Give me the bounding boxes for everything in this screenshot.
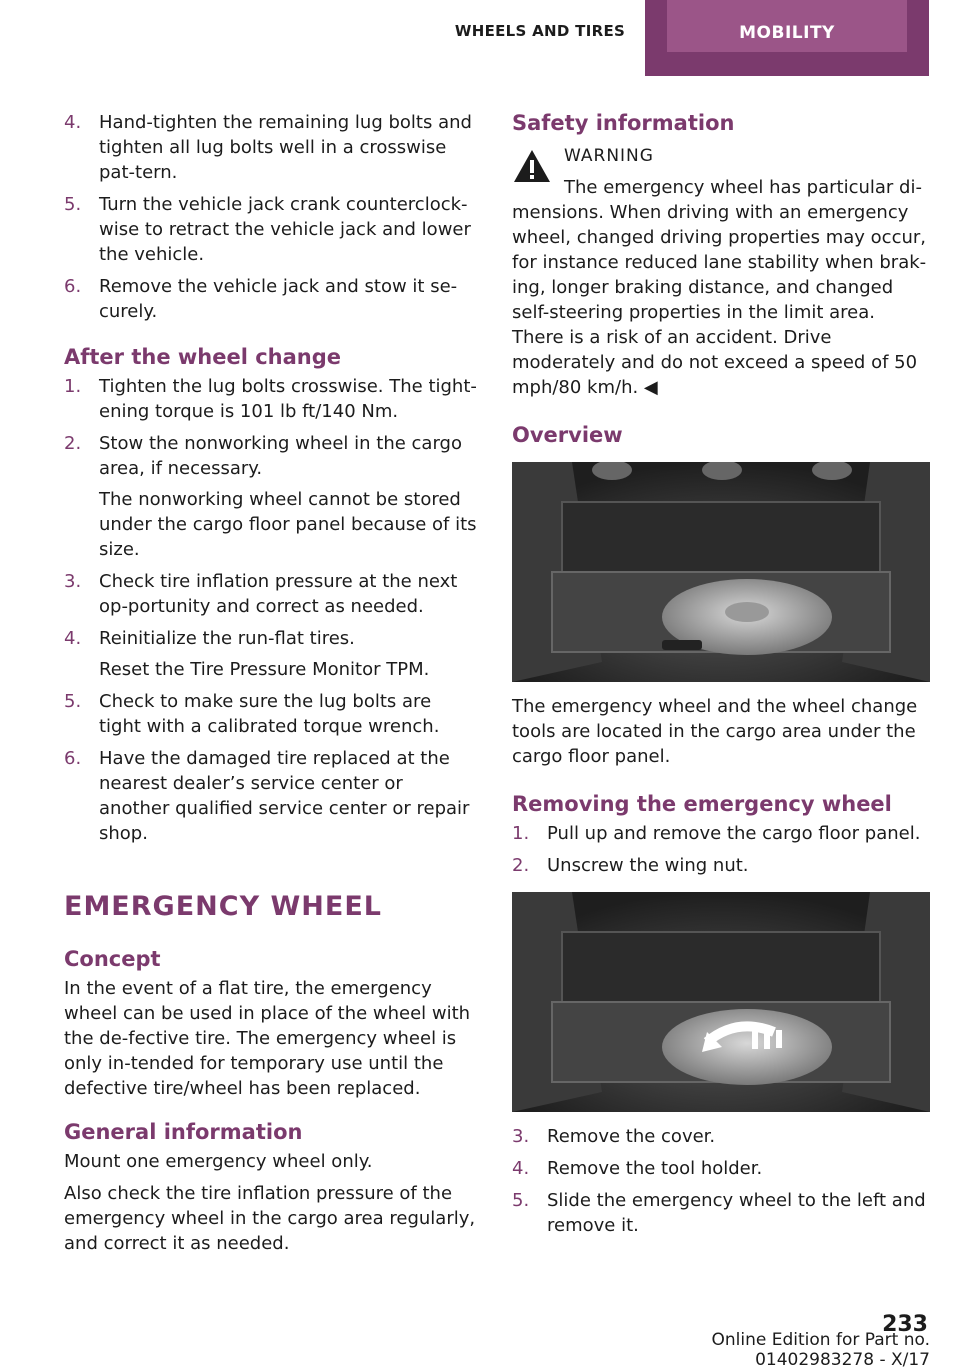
step-text: Remove the tool holder. [547, 1158, 763, 1179]
warning-text: The emergency wheel has particular di‐mensions. When driving with an emergency wheel, changed driving properties may occur, for instance reduced lane stability when brak‐ing, longer braking distance, and changed self-steering properties in the limit area. There is a risk of an accident. Drive moderately and do not exceed a speed of 50 mph/80 km/h. ◀ [512, 177, 927, 398]
list-item [512, 853, 930, 878]
step-text: Stow the nonworking wheel in the cargo area, if necessary. [99, 433, 462, 479]
list-item [64, 110, 478, 185]
cargo-area-illustration [512, 462, 930, 682]
step-text: Have the damaged tire replaced at the nearest dealer’s service center or another qualified service center or repair shop. [99, 748, 470, 844]
remove-steps-list-a [512, 821, 930, 878]
step-text: Remove the vehicle jack and stow it se‐curely. [99, 276, 458, 322]
step-text: Pull up and remove the cargo floor panel. [547, 823, 921, 844]
step-number: 2. [512, 855, 530, 876]
list-item [512, 821, 930, 846]
step-number: 3. [64, 571, 82, 592]
wing-nut-image [512, 892, 930, 1112]
step-text: Reinitialize the run-flat tires. [99, 628, 355, 649]
step-number: 5. [64, 691, 82, 712]
safety-information-heading: Safety information [512, 111, 735, 135]
step-number: 4. [64, 628, 82, 649]
right-column [512, 110, 930, 1245]
step-number: 6. [64, 748, 82, 769]
step-text: Remove the cover. [547, 1126, 716, 1147]
step-note: The nonworking wheel cannot be stored under the cargo floor panel because of its size. [99, 489, 477, 560]
list-item [512, 1156, 930, 1181]
warning-triangle-icon [512, 148, 552, 184]
step-number: 4. [512, 1158, 530, 1179]
step-text: Slide the emergency wheel to the left and remove it. [547, 1190, 926, 1236]
concept-text: In the event of a flat tire, the emergency wheel can be used in place of the wheel with the de‐fective tire. The emergency wheel is only in‐tended for temporary use until the defective tire/wheel has been replaced. [64, 978, 471, 1099]
warning-block [512, 144, 930, 400]
list-item [64, 192, 478, 267]
list-item [64, 569, 478, 619]
list-item [64, 274, 478, 324]
wing-nut-illustration [512, 892, 930, 1112]
warning-label: WARNING [564, 146, 654, 166]
step-text: Check tire inflation pressure at the next op‐portunity and correct as needed. [99, 571, 458, 617]
general-information-heading: General information [64, 1120, 303, 1144]
steps-top-list [64, 110, 478, 324]
step-number: 1. [64, 376, 82, 397]
step-number: 6. [64, 276, 82, 297]
general-text-1: Mount one emergency wheel only. [64, 1151, 373, 1172]
step-note: Reset the Tire Pressure Monitor TPM. [99, 659, 430, 680]
step-text: Tighten the lug bolts crosswise. The tight‐ening torque is 101 lb ft/140 Nm. [99, 376, 477, 422]
step-number: 4. [64, 112, 82, 133]
chapter-tab-label: MOBILITY [667, 0, 907, 52]
chapter-tab [645, 0, 929, 76]
remove-steps-list-b [512, 1124, 930, 1238]
step-number: 1. [512, 823, 530, 844]
concept-heading: Concept [64, 947, 161, 971]
cargo-area-image [512, 462, 930, 682]
list-item [512, 1124, 930, 1149]
step-number: 5. [64, 194, 82, 215]
step-text: Hand-tighten the remaining lug bolts and tighten all lug bolts well in a crosswise pat‐tern. [99, 112, 472, 183]
overview-text: The emergency wheel and the wheel change tools are located in the cargo area under the cargo floor panel. [512, 696, 918, 767]
list-item [64, 746, 478, 846]
step-text: Check to make sure the lug bolts are tight with a calibrated torque wrench. [99, 691, 440, 737]
left-column [64, 110, 478, 1263]
list-item [64, 374, 478, 424]
step-number: 5. [512, 1190, 530, 1211]
step-number: 2. [64, 433, 82, 454]
running-header-section: WHEELS AND TIRES [454, 22, 626, 40]
page-number: 233 [882, 1312, 928, 1337]
removing-heading: Removing the emergency wheel [512, 792, 892, 816]
general-text-2: Also check the tire inflation pressure of the emergency wheel in the cargo area regularly, and correct it as needed. [64, 1183, 476, 1254]
step-number: 3. [512, 1126, 530, 1147]
step-text: Turn the vehicle jack crank counterclock‐wise to retract the vehicle jack and lower the vehicle. [99, 194, 471, 265]
step-text: Unscrew the wing nut. [547, 855, 749, 876]
list-item [512, 1188, 930, 1238]
overview-heading: Overview [512, 423, 623, 447]
section-title: EMERGENCY WHEEL [64, 891, 382, 922]
after-wheel-change-heading: After the wheel change [64, 345, 342, 369]
list-item [64, 626, 478, 682]
after-steps-list [64, 374, 478, 846]
list-item [64, 689, 478, 739]
edition-footer: Online Edition for Part no. 01402983278 - X/17 [711, 1330, 930, 1370]
list-item [64, 431, 478, 562]
